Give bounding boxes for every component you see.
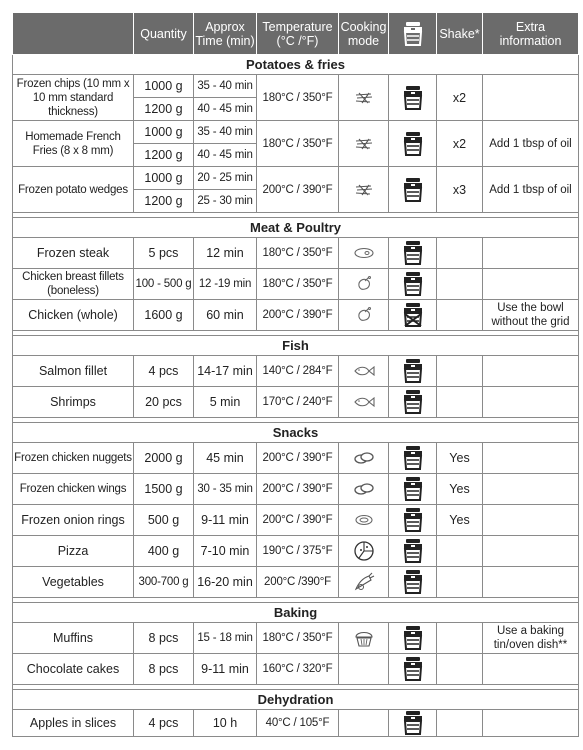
food-name: Apples in slices xyxy=(13,710,134,737)
time-cell: 9-11 min xyxy=(194,505,257,536)
food-name: Frozen potato wedges xyxy=(13,167,134,213)
accessory-cell xyxy=(389,505,437,536)
time-cell: 40 - 45 min xyxy=(194,144,257,167)
quantity-cell: 4 pcs xyxy=(134,710,194,737)
food-name: Frozen onion rings xyxy=(13,505,134,536)
time-cell: 7-10 min xyxy=(194,536,257,567)
header-time: Approx Time (min) xyxy=(194,13,257,55)
fish-icon xyxy=(340,396,387,408)
temperature-cell: 200°C /390°F xyxy=(257,567,339,598)
temperature-cell: 180°C / 350°F xyxy=(257,623,339,654)
section-header-dehydration xyxy=(13,690,579,710)
time-cell: 14-17 min xyxy=(194,356,257,387)
quantity-cell: 20 pcs xyxy=(134,387,194,418)
basket-icon xyxy=(390,476,435,502)
temperature-cell: 170°C / 240°F xyxy=(257,387,339,418)
time-cell: 25 - 30 min xyxy=(194,190,257,213)
extra-info-cell xyxy=(483,474,579,505)
quantity-cell: 300-700 g xyxy=(134,567,194,598)
fries-icon xyxy=(340,91,387,105)
cooking-mode-cell xyxy=(339,75,389,121)
temperature-cell: 200°C / 390°F xyxy=(257,443,339,474)
quantity-cell: 1000 g xyxy=(134,121,194,144)
shake-cell xyxy=(437,300,483,331)
quantity-cell: 4 pcs xyxy=(134,356,194,387)
shake-cell xyxy=(437,710,483,737)
basket-icon xyxy=(390,538,435,564)
accessory-cell xyxy=(389,567,437,598)
shake-cell xyxy=(437,387,483,418)
temperature-cell: 200°C / 390°F xyxy=(257,300,339,331)
nuggets-icon xyxy=(340,451,387,465)
cooking-mode-cell xyxy=(339,387,389,418)
food-name: Frozen steak xyxy=(13,238,134,269)
header-quantity: Quantity xyxy=(134,13,194,55)
quantity-cell: 400 g xyxy=(134,536,194,567)
time-cell: 10 h xyxy=(194,710,257,737)
table-row xyxy=(13,121,579,144)
table-row xyxy=(13,505,579,536)
food-name: Vegetables xyxy=(13,567,134,598)
quantity-cell: 2000 g xyxy=(134,443,194,474)
time-cell: 30 - 35 min xyxy=(194,474,257,505)
food-name: Frozen chicken wings xyxy=(13,474,134,505)
cooking-mode-cell xyxy=(339,269,389,300)
header-food xyxy=(13,13,134,55)
temperature-cell: 190°C / 375°F xyxy=(257,536,339,567)
cooking-mode-cell xyxy=(339,356,389,387)
shake-cell: x3 xyxy=(437,167,483,213)
accessory-cell xyxy=(389,75,437,121)
food-name: Muffins xyxy=(13,623,134,654)
pizza-icon xyxy=(340,540,387,562)
shake-cell: x2 xyxy=(437,121,483,167)
section-title: Meat & Poultry xyxy=(13,218,579,238)
table-row xyxy=(13,654,579,685)
time-cell: 15 - 18 min xyxy=(194,623,257,654)
basket-icon xyxy=(390,177,435,203)
extra-info-cell xyxy=(483,238,579,269)
basket-icon xyxy=(390,710,435,736)
time-cell: 35 - 40 min xyxy=(194,75,257,98)
accessory-cell xyxy=(389,623,437,654)
food-name: Homemade French Fries (8 x 8 mm) xyxy=(13,121,134,167)
food-name: Salmon fillet xyxy=(13,356,134,387)
section-title: Fish xyxy=(13,336,579,356)
food-name: Frozen chicken nuggets xyxy=(13,443,134,474)
temperature-cell: 200°C / 390°F xyxy=(257,474,339,505)
cooking-mode-cell xyxy=(339,654,389,685)
section-header-baking xyxy=(13,603,579,623)
quantity-cell: 1600 g xyxy=(134,300,194,331)
time-cell: 20 - 25 min xyxy=(194,167,257,190)
accessory-cell xyxy=(389,356,437,387)
accessory-cell xyxy=(389,300,437,331)
cooking-mode-cell xyxy=(339,567,389,598)
quantity-cell: 1200 g xyxy=(134,144,194,167)
time-cell: 12 -19 min xyxy=(194,269,257,300)
shake-cell xyxy=(437,356,483,387)
shake-cell: Yes xyxy=(437,443,483,474)
basket-icon xyxy=(390,85,435,111)
basket-icon xyxy=(390,569,435,595)
time-cell: 9-11 min xyxy=(194,654,257,685)
table-row xyxy=(13,238,579,269)
table-row xyxy=(13,710,579,737)
basket-icon xyxy=(390,358,435,384)
cooking-mode-cell xyxy=(339,623,389,654)
fish-icon xyxy=(340,365,387,377)
quantity-cell: 1500 g xyxy=(134,474,194,505)
basket-icon xyxy=(390,445,435,471)
accessory-cell xyxy=(389,167,437,213)
shake-cell: Yes xyxy=(437,505,483,536)
quantity-cell: 5 pcs xyxy=(134,238,194,269)
shake-cell: x2 xyxy=(437,75,483,121)
cooking-guide-table xyxy=(12,12,579,737)
quantity-cell: 500 g xyxy=(134,505,194,536)
basket-icon xyxy=(390,625,435,651)
extra-info-cell xyxy=(483,443,579,474)
header-shake: Shake* xyxy=(437,13,483,55)
temperature-cell: 200°C / 390°F xyxy=(257,505,339,536)
food-name: Frozen chips (10 mm x 10 mm standard thickness) xyxy=(13,75,134,121)
cooking-mode-cell xyxy=(339,443,389,474)
header-temperature: Temperature (°C /°F) xyxy=(257,13,339,55)
table-row xyxy=(13,356,579,387)
accessory-cell xyxy=(389,710,437,737)
temperature-cell: 40°C / 105°F xyxy=(257,710,339,737)
time-cell: 5 min xyxy=(194,387,257,418)
temperature-cell: 140°C / 284°F xyxy=(257,356,339,387)
table-row xyxy=(13,474,579,505)
nuggets-icon xyxy=(340,482,387,496)
table-row xyxy=(13,623,579,654)
accessory-cell xyxy=(389,387,437,418)
accessory-cell xyxy=(389,474,437,505)
accessory-cell xyxy=(389,654,437,685)
accessory-cell xyxy=(389,443,437,474)
basket-icon xyxy=(390,131,435,157)
shake-cell: Yes xyxy=(437,474,483,505)
extra-info-cell xyxy=(483,269,579,300)
extra-info-cell: Add 1 tbsp of oil xyxy=(483,167,579,213)
food-name: Pizza xyxy=(13,536,134,567)
section-title: Baking xyxy=(13,603,579,623)
temperature-cell: 180°C / 350°F xyxy=(257,75,339,121)
accessory-cell xyxy=(389,238,437,269)
extra-info-cell xyxy=(483,356,579,387)
extra-info-cell: Use the bowl without the grid xyxy=(483,300,579,331)
section-header-fish xyxy=(13,336,579,356)
shake-cell xyxy=(437,623,483,654)
section-title: Snacks xyxy=(13,423,579,443)
table-row xyxy=(13,167,579,190)
quantity-cell: 8 pcs xyxy=(134,623,194,654)
table-row xyxy=(13,536,579,567)
quantity-cell: 1000 g xyxy=(134,167,194,190)
cooking-mode-cell xyxy=(339,167,389,213)
cooking-mode-cell xyxy=(339,505,389,536)
no-grid-basket-icon xyxy=(390,302,435,328)
cooking-mode-cell xyxy=(339,710,389,737)
shake-cell xyxy=(437,536,483,567)
extra-info-cell xyxy=(483,536,579,567)
cooking-mode-cell xyxy=(339,474,389,505)
quantity-cell: 1200 g xyxy=(134,98,194,121)
extra-info-cell xyxy=(483,654,579,685)
accessory-cell xyxy=(389,536,437,567)
table-row xyxy=(13,300,579,331)
cooking-mode-cell xyxy=(339,536,389,567)
header-extra: Extra information xyxy=(483,13,579,55)
extra-info-cell: Add 1 tbsp of oil xyxy=(483,121,579,167)
shake-cell xyxy=(437,238,483,269)
basket-icon xyxy=(390,656,435,682)
cooking-table-container xyxy=(12,12,578,737)
temperature-cell: 180°C / 350°F xyxy=(257,238,339,269)
extra-info-cell xyxy=(483,387,579,418)
basket-icon xyxy=(390,389,435,415)
time-cell: 12 min xyxy=(194,238,257,269)
basket-icon xyxy=(390,240,435,266)
basket-icon xyxy=(390,271,435,297)
temperature-cell: 180°C / 350°F xyxy=(257,121,339,167)
shake-cell xyxy=(437,567,483,598)
temperature-cell: 160°C / 320°F xyxy=(257,654,339,685)
temperature-cell: 180°C / 350°F xyxy=(257,269,339,300)
food-name: Chicken breast fillets (boneless) xyxy=(13,269,134,300)
extra-info-cell xyxy=(483,567,579,598)
chicken-icon xyxy=(340,276,387,292)
food-name: Shrimps xyxy=(13,387,134,418)
shake-cell xyxy=(437,269,483,300)
accessory-cell xyxy=(389,269,437,300)
table-row xyxy=(13,443,579,474)
extra-info-cell xyxy=(483,710,579,737)
time-cell: 16-20 min xyxy=(194,567,257,598)
cooking-mode-cell xyxy=(339,121,389,167)
extra-info-cell xyxy=(483,505,579,536)
header-basket-icon xyxy=(389,13,437,55)
quantity-cell: 1200 g xyxy=(134,190,194,213)
extra-info-cell: Use a baking tin/oven dish** xyxy=(483,623,579,654)
shake-cell xyxy=(437,654,483,685)
cooking-mode-cell xyxy=(339,300,389,331)
accessory-cell xyxy=(389,121,437,167)
header-cooking-mode: Cooking mode xyxy=(339,13,389,55)
quantity-cell: 1000 g xyxy=(134,75,194,98)
section-title: Dehydration xyxy=(13,690,579,710)
section-header-meat-poultry xyxy=(13,218,579,238)
table-row xyxy=(13,387,579,418)
quantity-cell: 100 - 500 g xyxy=(134,269,194,300)
onion-ring-icon xyxy=(340,514,387,526)
temperature-cell: 200°C / 390°F xyxy=(257,167,339,213)
fries-icon xyxy=(340,137,387,151)
food-name: Chocolate cakes xyxy=(13,654,134,685)
section-header-snacks xyxy=(13,423,579,443)
table-row xyxy=(13,269,579,300)
steak-icon xyxy=(340,247,387,259)
vegetables-icon xyxy=(340,572,387,592)
section-title: Potatoes & fries xyxy=(13,55,579,75)
time-cell: 60 min xyxy=(194,300,257,331)
cooking-mode-cell xyxy=(339,238,389,269)
quantity-cell: 8 pcs xyxy=(134,654,194,685)
header-row xyxy=(13,13,579,55)
basket-icon xyxy=(390,507,435,533)
time-cell: 40 - 45 min xyxy=(194,98,257,121)
table-row xyxy=(13,567,579,598)
time-cell: 35 - 40 min xyxy=(194,121,257,144)
table-row xyxy=(13,75,579,98)
extra-info-cell xyxy=(483,75,579,121)
time-cell: 45 min xyxy=(194,443,257,474)
fries-icon xyxy=(340,183,387,197)
section-header-potatoes-fries xyxy=(13,55,579,75)
muffin-icon xyxy=(340,628,387,648)
food-name: Chicken (whole) xyxy=(13,300,134,331)
chicken-icon xyxy=(340,307,387,323)
